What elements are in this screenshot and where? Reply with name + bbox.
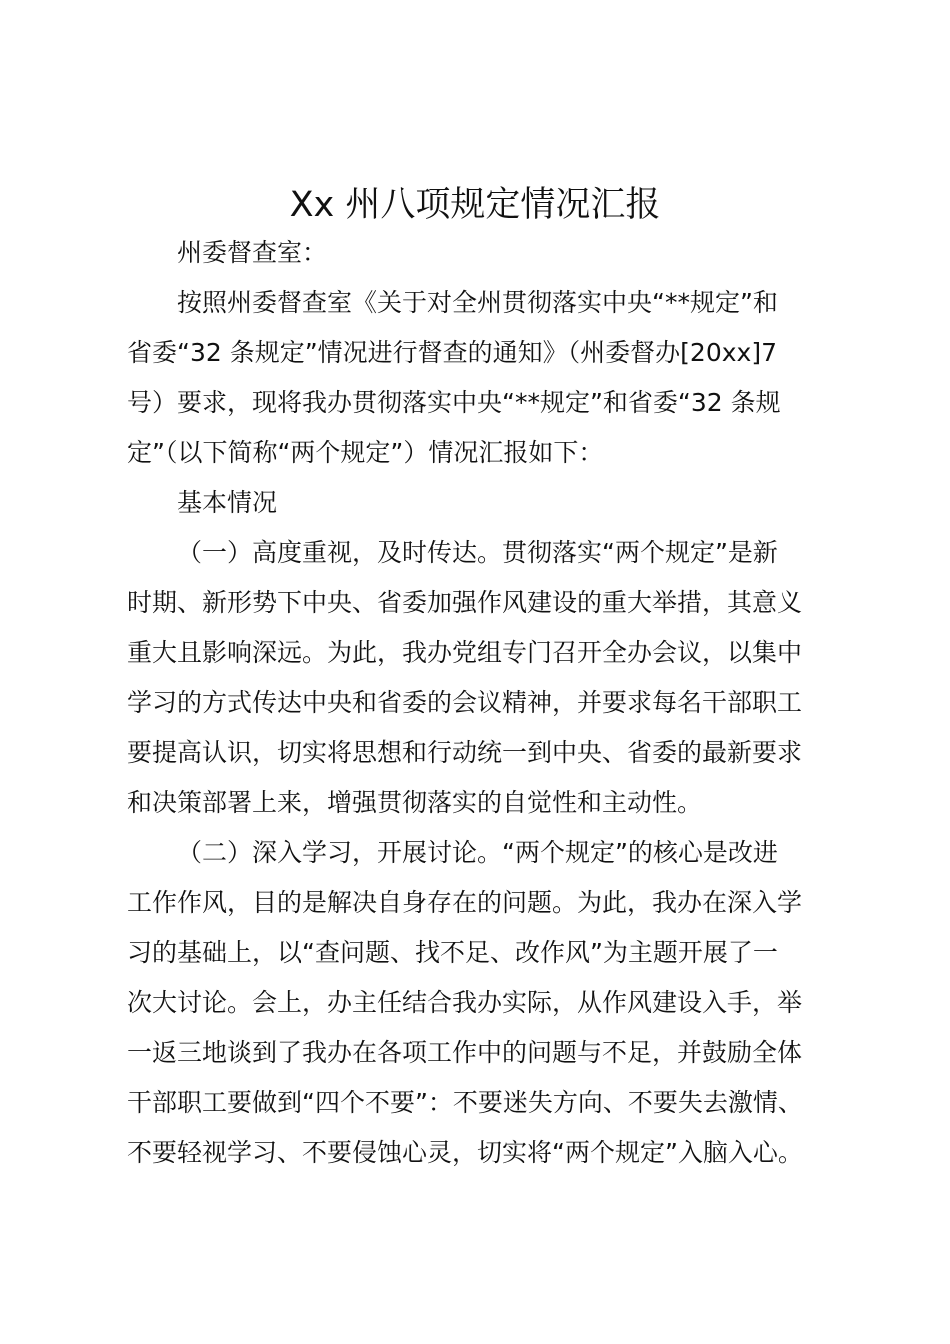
intro-line: 按照州委督查室《关于对全州贯彻落实中央“**规定”和 [177,288,778,317]
paragraph-line: 干部职工要做到“四个不要”：不要迷失方向、不要失去激情、 [127,1088,803,1117]
document-title: Xx 州八项规定情况汇报 [289,185,661,225]
section-heading-line: 基本情况 [177,488,278,517]
paragraph-line: （一）高度重视，及时传达。贯彻落实“两个规定”是新 [177,538,778,567]
paragraph-line: （二）深入学习，开展讨论。“两个规定”的核心是改进 [177,838,778,867]
paragraph-line: 重大且影响深远。为此，我办党组专门召开全办会议，以集中 [127,638,803,667]
salutation-line: 州委督查室： [177,238,328,267]
section-heading [127,478,839,528]
paragraph-line: 和决策部署上来，增强贯彻落实的自觉性和主动性。 [127,788,703,817]
paragraph-line: 习的基础上，以“查问题、找不足、改作风”为主题开展了一 [127,938,778,967]
paragraph-two [127,828,839,1178]
intro-line: 省委“32 条规定”情况进行督查的通知》（州委督办[20xx]7 [127,338,777,367]
paragraph-line: 不要轻视学习、不要侵蚀心灵，切实将“两个规定”入脑入心。 [127,1138,803,1167]
paragraph-line: 要提高认识，切实将思想和行动统一到中央、省委的最新要求 [127,738,803,767]
paragraph-line: 时期、新形势下中央、省委加强作风建设的重大举措，其意义 [127,588,803,617]
intro-line: 号）要求，现将我办贯彻落实中央“**规定”和省委“32 条规 [127,388,781,417]
paragraph-line: 学习的方式传达中央和省委的会议精神，并要求每名干部职工 [127,688,803,717]
paragraph-line: 一返三地谈到了我办在各项工作中的问题与不足，并鼓励全体 [127,1038,803,1067]
document-body [127,228,839,1178]
intro-line: 定”（以下简称“两个规定”）情况汇报如下： [127,438,604,467]
salutation [127,228,839,278]
intro-paragraph [127,278,839,478]
paragraph-one [127,528,839,828]
paragraph-line: 次大讨论。会上，办主任结合我办实际，从作风建设入手，举 [127,988,803,1017]
paragraph-line: 工作作风，目的是解决自身存在的问题。为此，我办在深入学 [127,888,803,917]
